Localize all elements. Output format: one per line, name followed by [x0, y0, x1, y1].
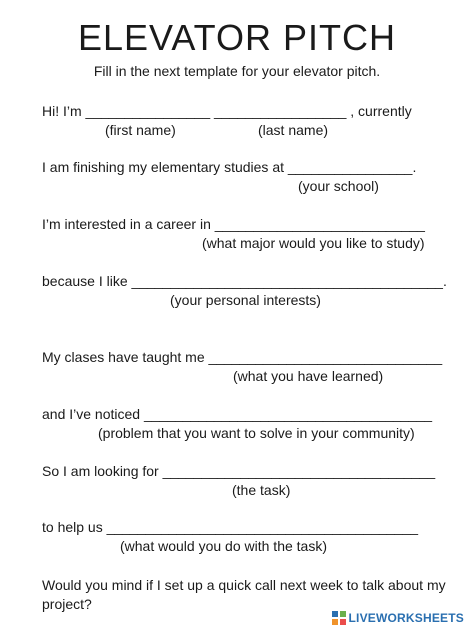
hint-task: (the task)	[232, 482, 291, 498]
pitch-line-career: I’m interested in a career in ___________________________	[42, 216, 425, 232]
closing-question: Would you mind if I set up a quick call next week to talk about my project?	[42, 577, 446, 612]
hint-school: (your school)	[298, 178, 379, 194]
logo-text: LIVEWORKSHEETS	[348, 611, 464, 625]
page-title: ELEVATOR PITCH	[77, 17, 397, 58]
pitch-line-school: I am finishing my elementary studies at ________________.	[42, 159, 417, 175]
pitch-line-help-us: to help us ________________________________________	[42, 519, 419, 535]
pitch-line-looking-for: So I am looking for ___________________________________	[42, 463, 436, 479]
pitch-line-noticed: and I’ve noticed _____________________________________	[42, 406, 433, 422]
hint-last-name: (last name)	[258, 122, 329, 138]
hint-problem: (problem that you want to solve in your community)	[98, 425, 415, 441]
instructions: Fill in the next template for your elevator pitch.	[93, 63, 381, 79]
pitch-line-greeting: Hi! I’m ________________ _________________ , currently	[42, 103, 412, 119]
liveworksheets-logo-icon	[332, 611, 346, 625]
pitch-line-classes: My clases have taught me ______________________________	[42, 349, 443, 365]
liveworksheets-logo	[332, 609, 464, 627]
hint-interests: (your personal interests)	[170, 292, 321, 308]
hint-learned: (what you have learned)	[233, 368, 384, 384]
hint-task-use: (what would you do with the task)	[120, 538, 327, 554]
hint-first-name: (first name)	[105, 122, 176, 138]
hint-major: (what major would you like to study)	[202, 235, 425, 251]
pitch-line-interests: because I like ________________________________________.	[42, 273, 447, 289]
